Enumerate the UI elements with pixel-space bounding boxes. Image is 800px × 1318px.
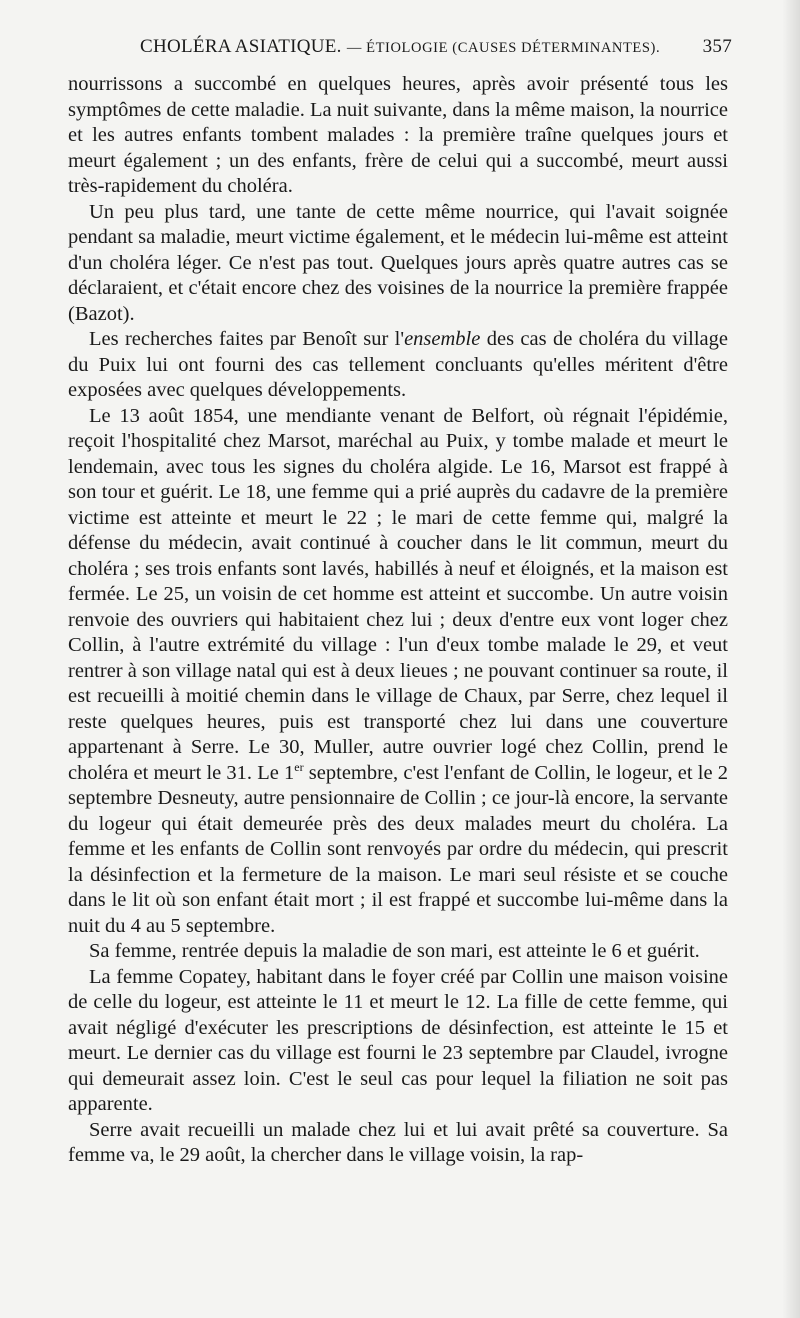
running-header xyxy=(62,36,732,66)
paragraph-text: Sa femme, rentrée depuis la maladie de son mari, est atteinte le 6 et guérit. xyxy=(89,940,700,962)
running-title-main: CHOLÉRA ASIATIQUE. xyxy=(140,36,342,57)
paragraph xyxy=(68,72,728,200)
paragraph xyxy=(68,327,728,404)
paragraph xyxy=(68,939,728,965)
paragraph xyxy=(68,404,728,940)
paragraph-text: Un peu plus tard, une tante de cette même nourrice, qui l'avait soignée pendant sa maladie, meurt victime également, et le médecin lui-même est atteint d'un choléra léger. Ce n'est pas tout. Quelques jours après quatre autres cas se déclaraient, et c'était encore chez des voisines de la nourrice la première frappée (Bazot). xyxy=(68,200,728,325)
italic-text: ensemble xyxy=(404,328,481,350)
paragraph-text: Les recherches faites par Benoît sur l' xyxy=(89,328,405,350)
paragraph-text: Le 13 août 1854, une mendiante venant de Belfort, où régnait l'épidémie, reçoit l'hospitalité chez Marsot, maréchal au Puix, y tombe malade et meurt le lendemain, avec tous les signes du choléra algide. Le 16, Marsot est frappé à son tour et guérit. Le 18, une femme qui a prié auprès du cadavre de la première victime est atteinte et meurt le 22 ; le mari de cette femme qui, malgré la défense du médecin, avait continué à coucher dans le lit commun, meurt du choléra ; ses trois enfants sont lavés, habillés à neuf et éloignés, et la maison est fermée. Le 25, un voisin de cet homme est atteint et succombe. Un autre voisin renvoie des ouvriers qui habitaient chez lui ; deux d'entre eux vont loger chez Collin, à l'autre extrémité du village : l'un d'eux tombe malade le 29, et veut rentrer à son village natal qui est à deux lieues ; ne pouvant continuer sa route, il est recueilli à moitié chemin dans le village de Chaux, par Serre, chez lequel il reste quelques heures, puis est transporté chez lui dans une couverture appartenant à Serre. Le 30, Muller, autre ouvrier logé chez Collin, prend le choléra et meurt le 31. Le 1 xyxy=(68,404,728,784)
paragraph-text: septembre, c'est l'enfant de Collin, le logeur, et le 2 septembre Desneuty, autre pensionnaire de Collin ; ce jour-là encore, la servante du logeur qui était demeurée près des deux malades meurt du choléra. La femme et les enfants de Collin sont renvoyés par ordre du médecin, qui prescrit la désinfection et la fermeture de la maison. Le mari seul résiste et se couche dans le lit où son enfant était mort ; il est frappé et succombe lui-même dans la nuit du 4 au 5 septembre. xyxy=(68,761,728,937)
paragraph xyxy=(68,965,728,1118)
paragraph xyxy=(68,1118,728,1169)
superscript-text: er xyxy=(294,759,304,774)
page-number: 357 xyxy=(702,36,732,57)
paragraph xyxy=(68,200,728,328)
running-title-subtitle: — ÉTIOLOGIE (CAUSES DÉTERMINANTES). xyxy=(346,40,661,56)
page-edge-shadow xyxy=(782,0,800,1318)
paragraph-text: Serre avait recueilli un malade chez lui et lui avait prêté sa couverture. Sa femme va, le 29 août, la chercher dans le village voisin, la rap- xyxy=(68,1118,728,1166)
paragraph-text: nourrissons a succombé en quelques heures, après avoir présenté tous les symptômes de cette maladie. La nuit suivante, dans la même maison, la nourrice et les autres enfants tombent malades : la première traîne quelques jours et meurt également ; un des enfants, frère de celui qui a succombé, meurt aussi très-rapidement du choléra. xyxy=(68,73,728,197)
body-text xyxy=(68,72,728,1169)
paragraph-text: des cas de choléra du village du Puix lui ont fourni des cas tellement concluants qu'elles méritent d'être exposées avec quelques développements. xyxy=(68,328,728,401)
paragraph-text: La femme Copatey, habitant dans le foyer créé par Collin une maison voisine de celle du logeur, est atteinte le 11 et meurt le 12. La fille de cette femme, qui avait négligé d'exécuter les prescriptions de désinfection, est atteinte le 15 et meurt. Le dernier cas du village est fourni le 23 septembre par Claudel, ivrogne qui demeurait assez loin. C'est le seul cas pour lequel la filiation ne soit pas apparente. xyxy=(68,965,728,1115)
running-title xyxy=(140,36,660,58)
